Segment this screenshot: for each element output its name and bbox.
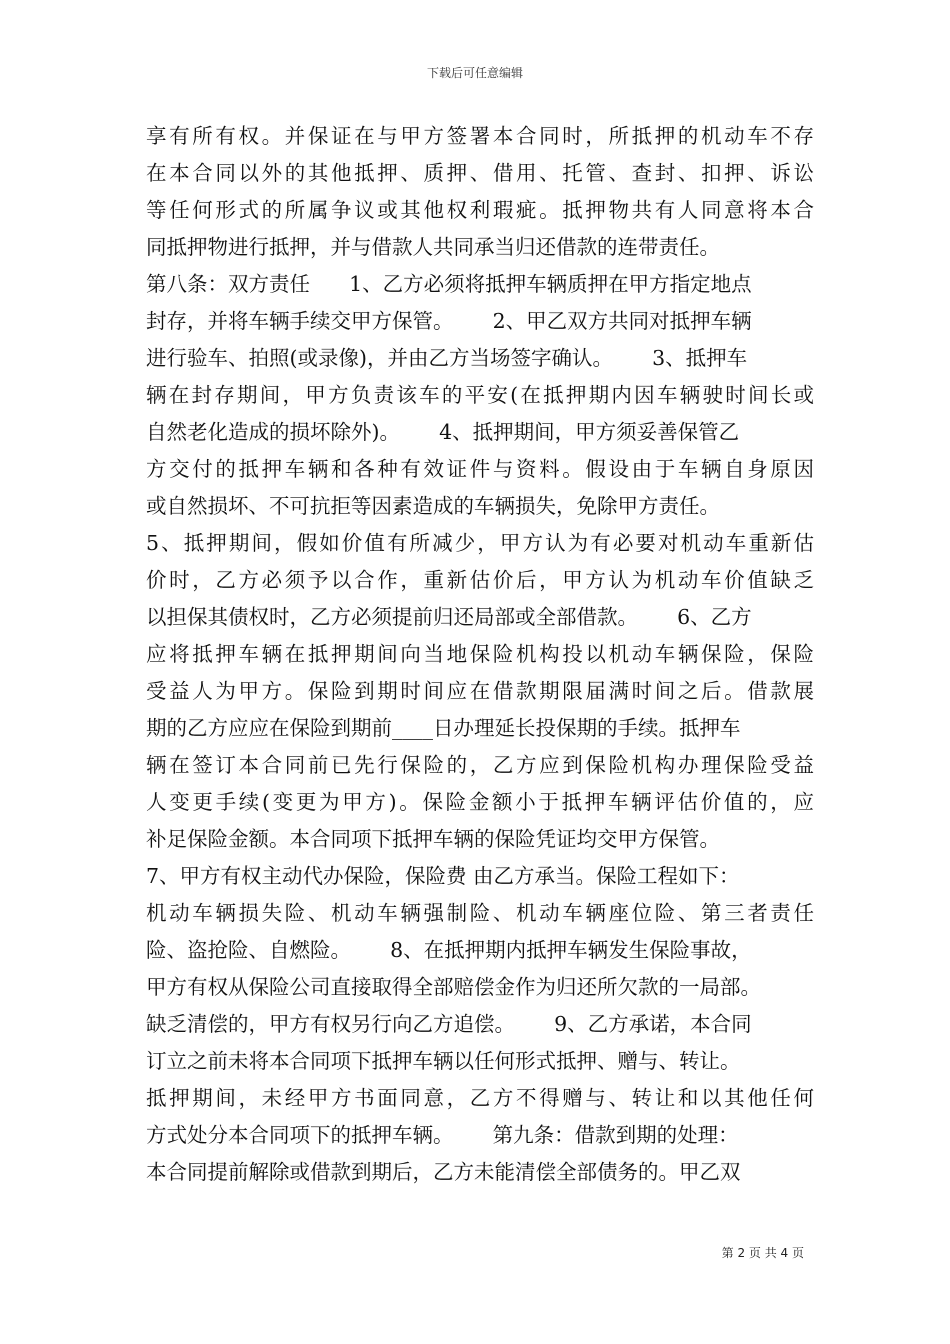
- text-line: 本合同提前解除或借款到期后，乙方未能清偿全部债务的。甲乙双: [146, 1160, 741, 1184]
- text-line: 人变更手续(变更为甲方)。保险金额小于抵押车辆评估价值的，应: [146, 790, 814, 814]
- text-line: 第八条：双方责任 1、乙方必须将抵押车辆质押在甲方指定地点: [146, 272, 752, 296]
- text-line: 应将抵押车辆在抵押期间向当地保险机构投以机动车辆保险，保险: [146, 642, 814, 666]
- text-line: 5、抵押期间，假如价值有所减少，甲方认为有必要对机动车重新估: [146, 531, 814, 555]
- page-number: 第 2 页 共 4 页: [721, 1246, 804, 1260]
- text-line: 进行验车、拍照(或录像)，并由乙方当场签字确认。 3、抵押车: [146, 346, 748, 370]
- text-line: 辆在封存期间，甲方负责该车的平安(在抵押期内因车辆驶时间长或: [146, 383, 814, 407]
- text-line: 自然老化造成的损坏除外)。 4、抵押期间，甲方须妥善保管乙: [146, 420, 740, 444]
- text-line: 以担保其债权时，乙方必须提前归还局部或全部借款。 6、乙方: [146, 605, 752, 629]
- text-line: 受益人为甲方。保险到期时间应在借款期限届满时间之后。借款展: [146, 679, 814, 703]
- text-line: 补足保险金额。本合同项下抵押车辆的保险凭证均交甲方保管。: [146, 827, 720, 851]
- text-line: 险、盗抢险、自燃险。 8、在抵押期内抵押车辆发生保险事故，: [146, 938, 752, 962]
- text-line: 价时，乙方必须予以合作，重新估价后，甲方认为机动车价值缺乏: [146, 568, 814, 592]
- text-line: 机动车辆损失险、机动车辆强制险、机动车辆座位险、第三者责任: [146, 901, 814, 925]
- document-body: [146, 118, 814, 1191]
- text-line: 订立之前未将本合同项下抵押车辆以任何形式抵押、赠与、转让。: [146, 1049, 741, 1073]
- text-line: 甲方有权从保险公司直接取得全部赔偿金作为归还所欠款的一局部。: [146, 975, 761, 999]
- text-line: 同抵押物进行抵押，并与借款人共同承当归还借款的连带责任。: [146, 235, 720, 259]
- text-line: 或自然损坏、不可抗拒等因素造成的车辆损失，免除甲方责任。: [146, 494, 720, 518]
- text-line: 7、甲方有权主动代办保险，保险费 由乙方承当。保险工程如下：: [146, 864, 740, 888]
- text-line: 享有所有权。并保证在与甲方签署本合同时，所抵押的机动车不存: [146, 124, 814, 148]
- text-line: 在本合同以外的其他抵押、质押、借用、托管、查封、扣押、诉讼: [146, 161, 814, 185]
- text-line: 抵押期间，未经甲方书面同意，乙方不得赠与、转让和以其他任何: [146, 1086, 814, 1110]
- text-line: 等任何形式的所属争议或其他权利瑕疵。抵押物共有人同意将本合: [146, 198, 814, 222]
- text-line: 封存，并将车辆手续交甲方保管。 2、甲乙双方共同对抵押车辆: [146, 309, 752, 333]
- text-line: 方式处分本合同项下的抵押车辆。 第九条：借款到期的处理：: [146, 1123, 739, 1147]
- text-line: 期的乙方应应在保险到期前____日办理延长投保期的手续。抵押车: [146, 716, 741, 740]
- page-header: 下载后可任意编辑: [426, 66, 523, 80]
- text-line: 方交付的抵押车辆和各种有效证件与资料。假设由于车辆自身原因: [146, 457, 814, 481]
- text-line: 辆在签订本合同前已先行保险的，乙方应到保险机构办理保险受益: [146, 753, 814, 777]
- text-line: 缺乏清偿的，甲方有权另行向乙方追偿。 9、乙方承诺，本合同: [146, 1012, 752, 1036]
